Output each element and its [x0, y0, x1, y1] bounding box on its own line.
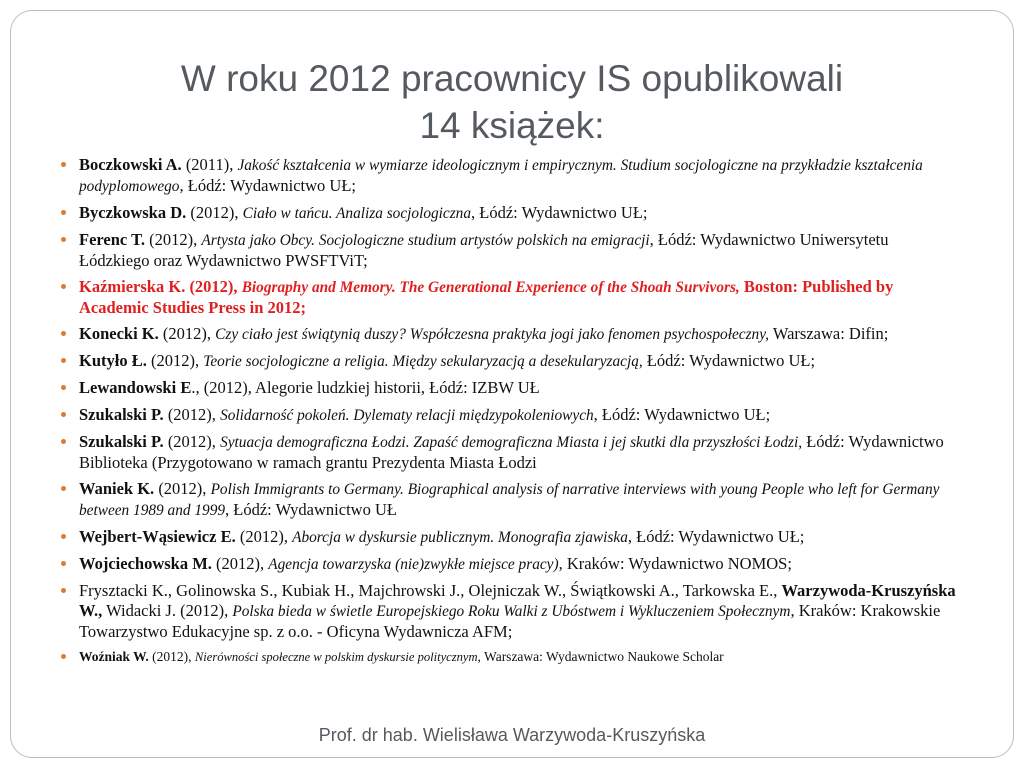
- publisher: Boston: Published by Academic Studies Press in 2012;: [79, 277, 894, 317]
- year: (2011),: [181, 155, 238, 174]
- publication-item-multi-author: [61, 581, 957, 642]
- year: ., (2012),: [191, 378, 256, 397]
- publisher: , Warszawa: Wydawnictwo Naukowe Scholar: [477, 649, 724, 664]
- publisher: , Łódź: Wydawnictwo UŁ;: [471, 203, 648, 222]
- publisher: Łódź: Wydawnictwo UŁ;: [642, 351, 816, 370]
- work-title: Aborcja w dyskursie publicznym. Monografia zjawiska: [292, 529, 628, 546]
- year: (2012),: [163, 405, 221, 424]
- publication-item: [61, 554, 957, 575]
- work-title: Biography and Memory. The Generational Experience of the Shoah Survivors,: [241, 279, 740, 296]
- work-title: Agencja towarzyska (nie)zwykłe miejsce pracy): [268, 556, 559, 573]
- publisher: , Łódź: Wydawnictwo UŁ;: [593, 405, 771, 424]
- authors: Frysztacki K., Golinowska S., Kubiak H., Majchrowski J., Olejniczak W., Świątkowski A., Tarkowska E.,: [79, 581, 782, 600]
- author: Woźniak W.: [79, 649, 149, 664]
- publication-item: [61, 155, 957, 197]
- work-title: Ciało w tańcu. Analiza socjologiczna: [242, 205, 472, 222]
- author: Lewandowski E: [79, 378, 192, 397]
- publication-item: [61, 203, 957, 224]
- slide-footer: Prof. dr hab. Wielisława Warzywoda-Kruszyńska: [318, 725, 706, 745]
- work-title: Solidarność pokoleń. Dylematy relacji międzypokoleniowych: [220, 407, 594, 424]
- author: Wojciechowska M.: [79, 554, 212, 573]
- author: Byczkowska D.: [79, 203, 187, 222]
- author: Boczkowski A.: [79, 155, 182, 174]
- author: Konecki K.: [79, 324, 159, 343]
- publication-item: [61, 351, 957, 372]
- publication-item-highlighted: [61, 277, 957, 318]
- title-line-1: W roku 2012 pracownicy IS opublikowali: [180, 58, 844, 99]
- work-title: Artysta jako Obcy. Socjologiczne studium artystów polskich na emigracji: [201, 232, 650, 249]
- year: (2012),: [144, 230, 202, 249]
- author: Szukalski P.: [79, 432, 164, 451]
- publication-item: [61, 648, 957, 666]
- publication-item: [61, 479, 957, 521]
- work-title: Jakość kształcenia w wymiarze ideologicznym i empirycznym. Studium socjologiczne na przykładzie kształcenia podyplomowego: [79, 157, 923, 195]
- slide-title: [11, 55, 1013, 149]
- publisher: , Łódź: Wydawnictwo UŁ;: [627, 527, 805, 546]
- year: (2012),: [211, 554, 269, 573]
- work-title: Nierówności społeczne w polskim dyskursie politycznym: [194, 650, 478, 664]
- authors-year: Widacki J. (2012),: [102, 601, 233, 620]
- title-line-2: 14 książek:: [419, 105, 605, 146]
- publisher: , Łódź: Wydawnictwo UŁ;: [179, 176, 356, 195]
- author: Waniek K.: [79, 479, 155, 498]
- year: (2012),: [146, 351, 204, 370]
- publication-item: [61, 527, 957, 548]
- author: Ferenc T.: [79, 230, 145, 249]
- author: Kaźmierska K. (2012),: [79, 277, 238, 296]
- year: (2012),: [235, 527, 293, 546]
- publisher: Alegorie ludzkiej historii, Łódź: IZBW UŁ: [255, 378, 540, 397]
- publisher: , Kraków: Wydawnictwo NOMOS;: [558, 554, 792, 573]
- publication-item: [61, 405, 957, 426]
- publication-item: [61, 432, 957, 473]
- publisher: , Łódź: Wydawnictwo Uniwersytetu Łódzkiego oraz Wydawnictwo PWSFTViT;: [79, 230, 889, 270]
- publisher: , Kraków: Krakowskie Towarzystwo Edukacyjne sp. z o.o. - Oficyna Wydawnicza AFM;: [79, 601, 941, 641]
- work-title: Teorie socjologiczne a religia. Między sekularyzacją a desekularyzacją,: [203, 353, 643, 370]
- author: Kutyło Ł.: [79, 351, 147, 370]
- publication-list: [61, 155, 957, 672]
- publisher: Warszawa: Difin;: [769, 324, 889, 343]
- work-title: Polska bieda w świetle Europejskiego Roku Walki z Ubóstwem i Wykluczeniem Społecznym: [232, 603, 791, 620]
- year: (2012),: [158, 324, 216, 343]
- publication-item: [61, 230, 957, 271]
- year: (2012),: [186, 203, 243, 222]
- year: (2012),: [163, 432, 221, 451]
- publisher: , Łódź: Wydawnictwo UŁ: [225, 500, 397, 519]
- slide: [10, 10, 1014, 758]
- publisher: Łódź: Wydawnictwo Biblioteka (Przygotowano w ramach grantu Prezydenta Miasta Łodzi: [79, 432, 944, 472]
- author-highlight: Warzywoda-Kruszyńska W.,: [79, 581, 956, 620]
- work-title: Czy ciało jest świątynią duszy? Współczesna praktyka jogi jako fenomen psychospołeczny,: [215, 326, 769, 343]
- publication-item: [61, 378, 957, 399]
- author: Wejbert-Wąsiewicz E.: [79, 527, 236, 546]
- author: Szukalski P.: [79, 405, 164, 424]
- year: (2012),: [148, 649, 195, 664]
- year: (2012),: [154, 479, 211, 498]
- publication-item: [61, 324, 957, 345]
- work-title: Sytuacja demograficzna Łodzi. Zapaść demograficzna Miasta i jej skutki dla przyszłości Łodzi,: [220, 434, 803, 451]
- work-title: Polish Immigrants to Germany. Biographical analysis of narrative interviews with young People who left for Germany between 1989 and 1999: [79, 481, 940, 519]
